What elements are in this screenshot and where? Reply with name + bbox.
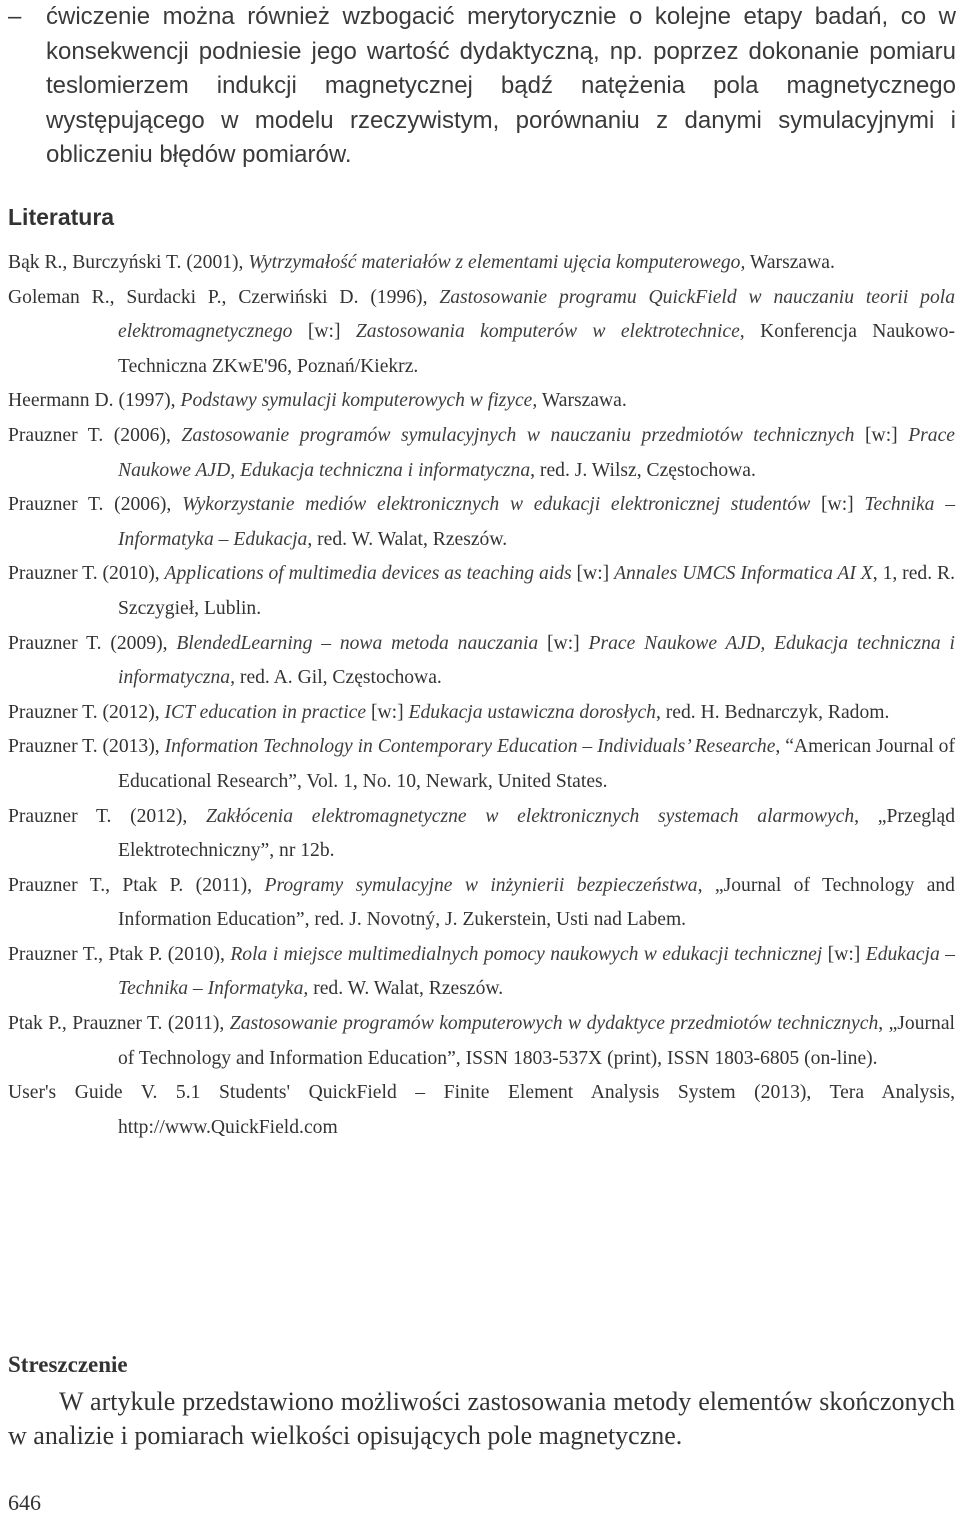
reference-segment: [w:] <box>366 701 409 723</box>
reference-italic-segment: BlendedLearning – nowa metoda nauczania <box>176 632 539 654</box>
reference-segment: , „Journal of Technology and Information Education”, red. J. Novotný, J. Zukerstein, Usti nad Labem. <box>118 874 955 931</box>
reference-segment: [w:] <box>854 424 909 446</box>
reference-item <box>8 419 955 488</box>
reference-segment: Warszawa. <box>537 390 627 412</box>
reference-italic-segment: Annales UMCS Informatica AI X <box>614 563 873 585</box>
reference-item <box>8 800 955 869</box>
reference-italic-segment: Edukacja – Technika – Informatyka, <box>118 943 955 1000</box>
reference-segment: , red. W. Walat, Rzeszów. <box>307 528 508 550</box>
reference-italic-segment: Applications of multimedia devices as teaching aids <box>164 563 572 585</box>
reference-segment: [w:] <box>292 321 356 343</box>
reference-italic-segment: Prace Naukowe AJD, Edukacja techniczna i informatyczna <box>118 424 955 481</box>
reference-segment: , 1, red. R. Szczygieł, Lublin. <box>118 563 955 619</box>
reference-segment: Prauzner T. (2006), <box>8 494 183 516</box>
reference-item <box>8 730 955 799</box>
reference-italic-segment: Zakłócenia elektromagnetyczne w elektronicznych systemach alarmowych <box>205 805 855 827</box>
summary-heading: Streszczenie <box>8 1352 128 1377</box>
reference-italic-segment: Edukacja ustawiczna dorosłych <box>408 701 656 723</box>
bullet-text: ćwiczenie można również wzbogacić merytorycznie o kolejne etapy badań, co w konsekwencji podniesie jego wartość dydaktyczną, np. poprzez dokonanie pomiaru teslomierzem indukcji magnetycznej bądź natężenia pola magnetycznego występującego w modelu rzeczywistym, porównaniu z danymi symulacyjnymi i obliczeniu błędów pomiarów. <box>46 3 956 168</box>
reference-segment: Bąk R., Burczyński T. (2001), <box>8 252 249 273</box>
reference-segment: Prauzner T. (2010), <box>8 563 165 585</box>
literature-heading: Literatura <box>8 204 115 230</box>
reference-segment: Prauzner T., Ptak P. (2010), <box>8 943 231 965</box>
reference-segment: Prauzner T. (2009), <box>8 632 177 654</box>
reference-segment: Warszawa. <box>745 252 835 273</box>
reference-italic-segment: Prace Naukowe AJD, Edukacja techniczna i informatyczna, <box>118 632 955 689</box>
reference-italic-segment: Information Technology in Contemporary Education – Individuals’ Researche <box>164 736 776 758</box>
reference-segment: Prauzner T., Ptak P. (2011), <box>8 874 265 896</box>
reference-segment: Konferencja Naukowo-Techniczna ZKwE'96, Poznań/Kiekrz. <box>118 321 955 377</box>
reference-segment: , „Przegląd Elektrotechniczny”, nr 12b. <box>118 805 955 862</box>
reference-italic-segment: Zastosowanie programów symulacyjnych w nauczaniu przedmiotów technicznych <box>181 424 855 446</box>
reference-italic-segment: Wykorzystanie mediów elektronicznych w edukacji elektronicznej studentów <box>182 494 811 516</box>
reference-item <box>8 869 955 938</box>
page-number: 646 <box>8 1490 41 1515</box>
reference-segment: Prauzner T. (2006), <box>8 424 182 446</box>
reference-segment: [w:] <box>538 632 589 654</box>
reference-item <box>8 1007 955 1076</box>
reference-item <box>8 696 955 731</box>
reference-italic-segment: Podstawy symulacji komputerowych w fizyce, <box>180 390 538 412</box>
reference-item <box>8 488 955 557</box>
reference-italic-segment: Wytrzymałość materiałów z elementami ujęcia komputerowego, <box>248 252 746 273</box>
reference-segment: Ptak P., Prauzner T. (2011), <box>8 1013 230 1035</box>
reference-segment: Goleman R., Surdacki P., Czerwiński D. (1996), <box>8 286 440 308</box>
reference-segment: [w:] <box>810 494 865 516</box>
reference-segment: , “American Journal of Educational Research”, Vol. 1, No. 10, Newark, United States. <box>118 736 955 792</box>
reference-italic-segment: Zastosowania komputerów w elektrotechnice, <box>355 321 745 343</box>
reference-item <box>8 246 955 281</box>
reference-item <box>8 557 955 626</box>
reference-italic-segment: Zastosowanie programów komputerowych w dydaktyce przedmiotów technicznych <box>229 1013 879 1035</box>
reference-segment: , red. H. Bednarczyk, Radom. <box>655 701 890 723</box>
reference-item <box>8 627 955 696</box>
reference-segment: , „Journal of Technology and Information Education”, ISSN 1803-537X (print), ISSN 1803-6805 (on-line). <box>118 1013 955 1069</box>
reference-segment: Prauzner T. (2012), <box>8 805 206 827</box>
reference-segment: Heermann D. (1997), <box>8 390 181 412</box>
reference-segment: Prauzner T. (2012), <box>8 701 165 723</box>
bullet-paragraph <box>8 0 956 173</box>
reference-segment: red. W. Walat, Rzeszów. <box>308 978 504 1000</box>
reference-item <box>8 281 955 385</box>
reference-segment: User's Guide V. 5.1 Students' QuickField – Finite Element Analysis System (2013), Tera Analysis, http://www.QuickField.com <box>8 1082 955 1138</box>
reference-segment: Prauzner T. (2013), <box>8 736 165 758</box>
reference-item <box>8 1076 955 1145</box>
reference-italic-segment: Technika – Informatyka – Edukacja <box>118 494 955 550</box>
reference-italic-segment: ICT education in practice <box>164 701 367 723</box>
reference-italic-segment: Zastosowanie programu QuickField w nauczaniu teorii pola elektromagnetycznego <box>118 286 956 343</box>
reference-segment: , red. J. Wilsz, Częstochowa. <box>530 459 756 481</box>
reference-segment: [w:] <box>571 563 615 585</box>
reference-item <box>8 938 955 1007</box>
summary-text: W artykule przedstawiono możliwości zastosowania metody elementów skończonych w analizie i pomiarach wielkości opisujących pole magnetyczne. <box>8 1387 955 1450</box>
reference-list <box>8 246 955 1145</box>
reference-item <box>8 384 955 419</box>
reference-italic-segment: Programy symulacyjne w inżynierii bezpieczeństwa <box>264 874 698 896</box>
bullet-dash: – <box>8 3 22 30</box>
reference-segment: red. A. Gil, Częstochowa. <box>235 667 442 689</box>
reference-italic-segment: Rola i miejsce multimedialnych pomocy naukowych w edukacji technicznej <box>230 943 823 965</box>
reference-segment: [w:] <box>822 943 866 965</box>
